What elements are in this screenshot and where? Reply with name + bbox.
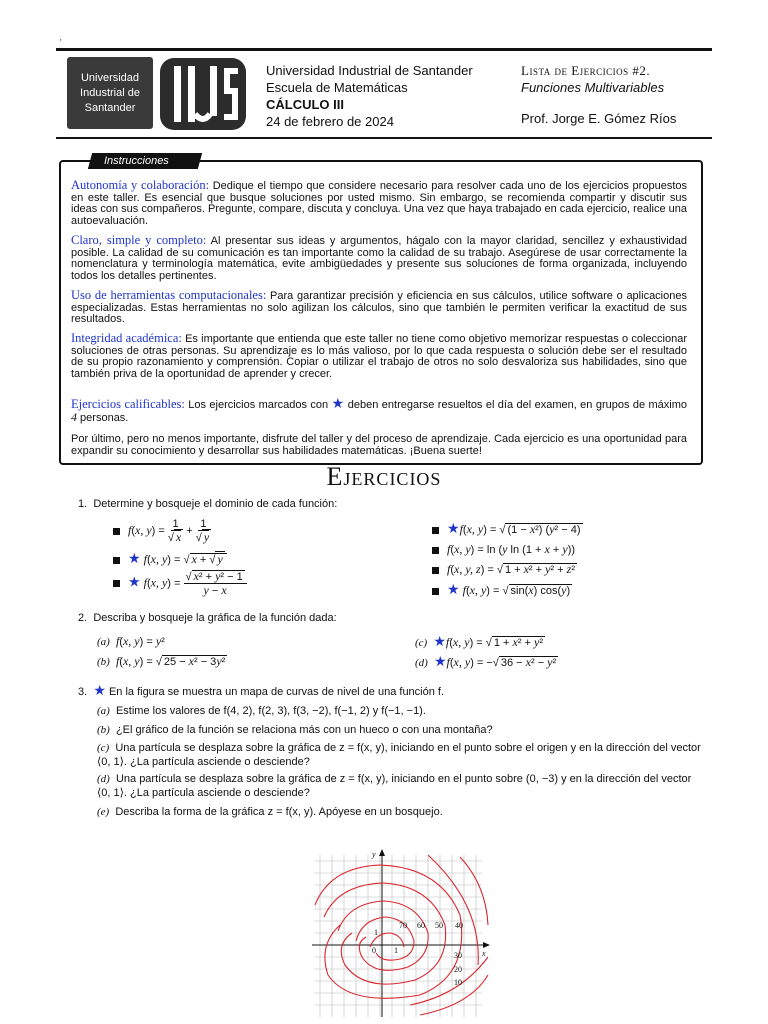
date: 24 de febrero de 2024 bbox=[266, 114, 394, 129]
q1-item-left-2: ★ f(x, y) = √ x + √ y bbox=[113, 551, 227, 567]
q3-item-d: (d) Una partícula se desplaza sobre la gráfica de z = f(x, y), iniciando en el punto sobre (0, −3) y en la dirección del vector ⟨0, 1⟩. ¿La partícula asciende o desciende? bbox=[97, 773, 692, 799]
q2-item-b: (b) f(x, y) = √ 25 − x² − 3y² bbox=[97, 654, 226, 668]
header-rule bbox=[56, 137, 712, 139]
y-axis-label: y bbox=[372, 850, 376, 859]
logo-text-3: Santander bbox=[84, 101, 136, 114]
section-title: Ejercicios bbox=[326, 462, 442, 491]
top-rule bbox=[56, 48, 712, 51]
course-name: CÁLCULO III bbox=[266, 97, 344, 112]
professor: Prof. Jorge E. Gómez Ríos bbox=[521, 111, 677, 126]
level-50: 50 bbox=[435, 921, 443, 930]
university-name: Universidad Industrial de Santander bbox=[266, 63, 473, 78]
q3-item-e: (e) Describa la forma de la gráfica z = f(x, y). Apóyese en un bosquejo. bbox=[97, 806, 443, 818]
origin-label: 0 bbox=[372, 946, 376, 955]
q3-item-b: (b) ¿El gráfico de la función se relaciona más con un hueco o con una montaña? bbox=[97, 724, 493, 736]
level-20: 20 bbox=[454, 965, 462, 974]
instruction-autonomy: Autonomía y colaboración: Dedique el tiempo que considere necesario para resolver cada uno de los ejercicios propuestos en este taller. Es esencial que busque soluciones por usted mismo. Sin embargo, se recomienda compartir y discutir sus ideas con sus compañeros. Pregunte, compare, discuta y concluya. Una vez que haya trabajado en cada ejercicio, realice una autoevaluación. bbox=[71, 178, 687, 227]
q2-text: Describa y bosqueje la gráfica de la función dada: bbox=[93, 612, 337, 624]
instruction-clarity: Claro, simple y completo: Al presentar sus ideas y argumentos, hágalo con la mayor claridad, sencillez y exhaustividad posible. La calidad de su comunicación es tan importante como la calidad de su trabajo. Asegúrese de usar correctamente la nomenclatura y terminología matemática, evite ambigüedades y presente sus soluciones de forma organizada, incluyendo todos los detalles pertinentes. bbox=[71, 233, 687, 282]
x-tick-1-label: 1 bbox=[394, 946, 398, 955]
star-icon: ★ bbox=[331, 395, 345, 411]
instructions-tab: Instrucciones bbox=[88, 153, 202, 169]
q1-item-right-3: f(x, y, z) = √ 1 + x² + y² + z² bbox=[432, 562, 577, 577]
list-subtitle: Funciones Multivariables bbox=[521, 80, 665, 95]
level-70: 70 bbox=[399, 921, 407, 930]
q3-text: En la figura se muestra un mapa de curvas de nivel de una función f. bbox=[108, 686, 445, 698]
q2-item-c: (c) ★f(x, y) = √ 1 + x² + y² bbox=[415, 633, 544, 649]
instruction-closing: Por último, pero no menos importante, disfrute del taller y del proceso de aprendizaje. Cada ejercicio es una oportunidad para expandir su conocimiento y desarrollar sus habilidades matemáticas. ¡Buena suerte! bbox=[71, 433, 687, 457]
instruction-integrity: Integridad académica: Es importante que entienda que este taller no tiene como objetivo memorizar respuestas o coleccionar soluciones de otras personas. Su aprendizaje es lo más valioso, por lo que cada respuesta o solución debe ser el resultado de su propio razonamiento y comprensión. Copiar o utilizar el trabajo de otros no solo desvaloriza sus habilidades, sino que también priva de la oportunidad de aprender y crecer. bbox=[71, 331, 687, 380]
instruction-graded: Ejercicios calificables: Los ejercicios marcados con ★ deben entregarse resueltos el día del examen, en grupos de máximo 4 personas. bbox=[71, 395, 688, 424]
q1-item-right-4: ★ f(x, y) = √ sin(x) cos(y) bbox=[432, 582, 572, 598]
q1-number: 1. bbox=[78, 498, 88, 510]
star-icon: ★ bbox=[93, 682, 106, 698]
q1-item-left-3: ★ f(x, y) = $\frac{\text{√ x² + y² − 1}}{y - x}$ bbox=[113, 570, 247, 597]
corner-mark: ' bbox=[60, 38, 62, 47]
uis-emblem-icon bbox=[160, 58, 246, 130]
level-10: 10 bbox=[454, 978, 462, 987]
q1-item-right-2: f(x, y) = ln (y ln (1 + x + y)) bbox=[432, 542, 575, 557]
school-name: Escuela de Matemáticas bbox=[266, 80, 408, 95]
instruction-tools: Uso de herramientas computacionales: Para garantizar precisión y eficiencia en sus cálculos, utilice software o aplicaciones especializadas. Estas herramientas no solo agilizan los cálculos, sino que también le permiten verificar la exactitud de sus resultados. bbox=[71, 288, 687, 325]
level-30: 30 bbox=[454, 951, 462, 960]
q3-item-c: (c) Una partícula se desplaza sobre la gráfica de z = f(x, y), iniciando en el punto sobre el origen y en la dirección del vector ⟨0, 1⟩. ¿La partícula asciende o desciende? bbox=[97, 742, 701, 768]
logo-text-1: Universidad bbox=[80, 71, 140, 84]
logo-text-2: Industrial de bbox=[80, 86, 140, 99]
q2-item-a: (a) f(x, y) = y² bbox=[97, 634, 165, 648]
contour-map-figure bbox=[310, 845, 495, 1020]
list-title: Lista de Ejercicios #2. bbox=[521, 63, 651, 78]
q3-number: 3. bbox=[78, 686, 88, 698]
q1-item-right-1: ★f(x, y) = √ (1 − x²) (y² − 4) bbox=[432, 521, 583, 537]
q2-item-d: (d) ★f(x, y) = −√ 36 − x² − y² bbox=[415, 653, 557, 669]
university-logo-box bbox=[67, 57, 153, 129]
y-tick-1-label: 1 bbox=[374, 928, 378, 937]
q2-number: 2. bbox=[78, 612, 88, 624]
q1-item-left-1: f(x, y) = $\frac{1}{√ x}$ + $\frac{1}{√ y}$ bbox=[113, 518, 211, 544]
q3-item-a: (a) Estime los valores de f(4, 2), f(2, 3), f(3, −2), f(−1, 2) y f(−1, −1). bbox=[97, 705, 426, 717]
q1-text: Determine y bosqueje el dominio de cada función: bbox=[93, 498, 338, 510]
x-axis-label: x bbox=[482, 949, 486, 958]
level-40: 40 bbox=[455, 921, 463, 930]
level-60: 60 bbox=[417, 921, 425, 930]
